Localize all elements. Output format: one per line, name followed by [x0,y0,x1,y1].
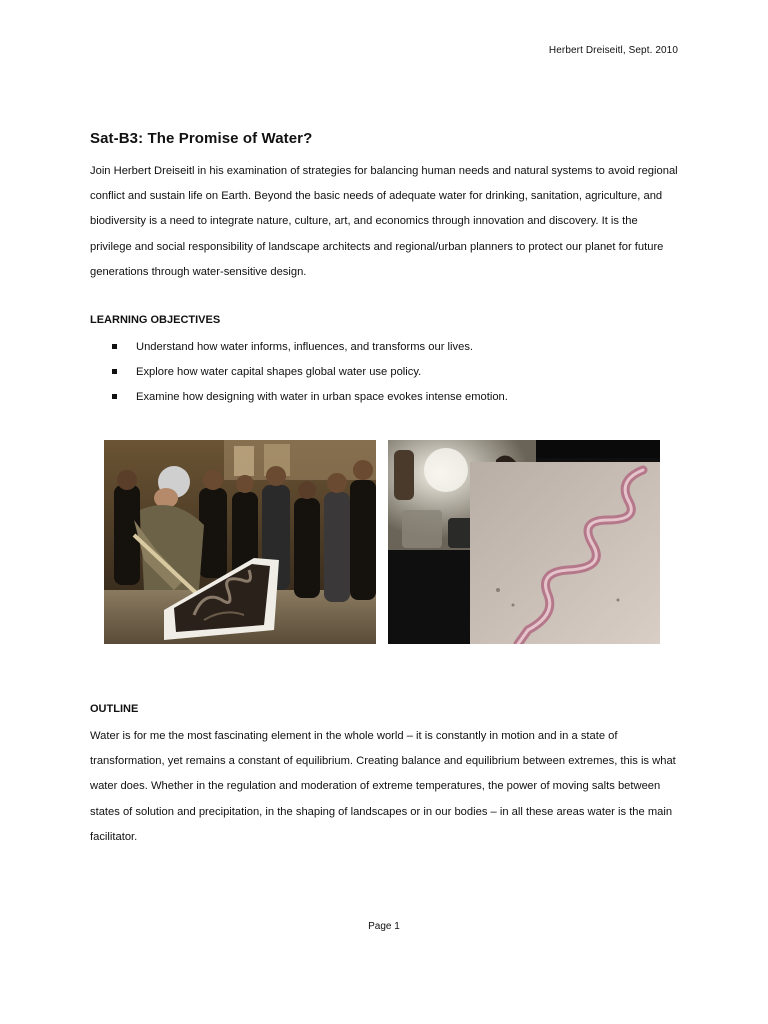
workshop-photo [104,440,376,644]
objective-text: Explore how water capital shapes global water use policy. [136,366,422,378]
objective-text: Examine how designing with water in urban space evokes intense emotion. [136,391,508,403]
outline-heading: OUTLINE [90,703,139,715]
page-title: Sat-B3: The Promise of Water? [90,130,313,147]
water-flow-photo [388,440,660,644]
page-number: Page 1 [368,921,400,932]
page-header-author-date: Herbert Dreiseitl, Sept. 2010 [548,45,678,56]
objective-item [110,362,508,387]
objective-text: Understand how water informs, influences, and transforms our lives. [136,341,474,353]
learning-objectives-heading: LEARNING OBJECTIVES [90,314,221,326]
objective-item [110,387,508,412]
workshop-photo-illustration [104,440,376,644]
intro-paragraph: Join Herbert Dreiseitl in his examination of strategies for balancing human needs and natural systems to avoid regional conflict and sustain life on Earth. Beyond the basic needs of adequate water for drinking, sanitation, agriculture, and biodiversity is a need to integrate nature, culture, art, and economics through innovation and discovery. It is the privilege and social responsibility of landscape architects and regional/urban planners to protect our planet for future generations through water-sensitive design. [90,165,678,278]
bullet-square-icon [112,344,117,349]
water-flow-photo-illustration [388,440,660,644]
objective-item [110,337,508,362]
learning-objectives-list [110,337,508,412]
bullet-square-icon [112,394,117,399]
bullet-square-icon [112,369,117,374]
outline-paragraph: Water is for me the most fascinating element in the whole world – it is constantly in motion and in a state of transformation, yet remains a constant of equilibrium. Creating balance and equilibrium between extremes, this is what water does. Whether in the regulation and moderation of extreme temperatures, the power of moving salts between states of solution and precipitation, in the shaping of landscapes or in our bodies – in all these areas water is the main facilitator. [90,730,676,843]
